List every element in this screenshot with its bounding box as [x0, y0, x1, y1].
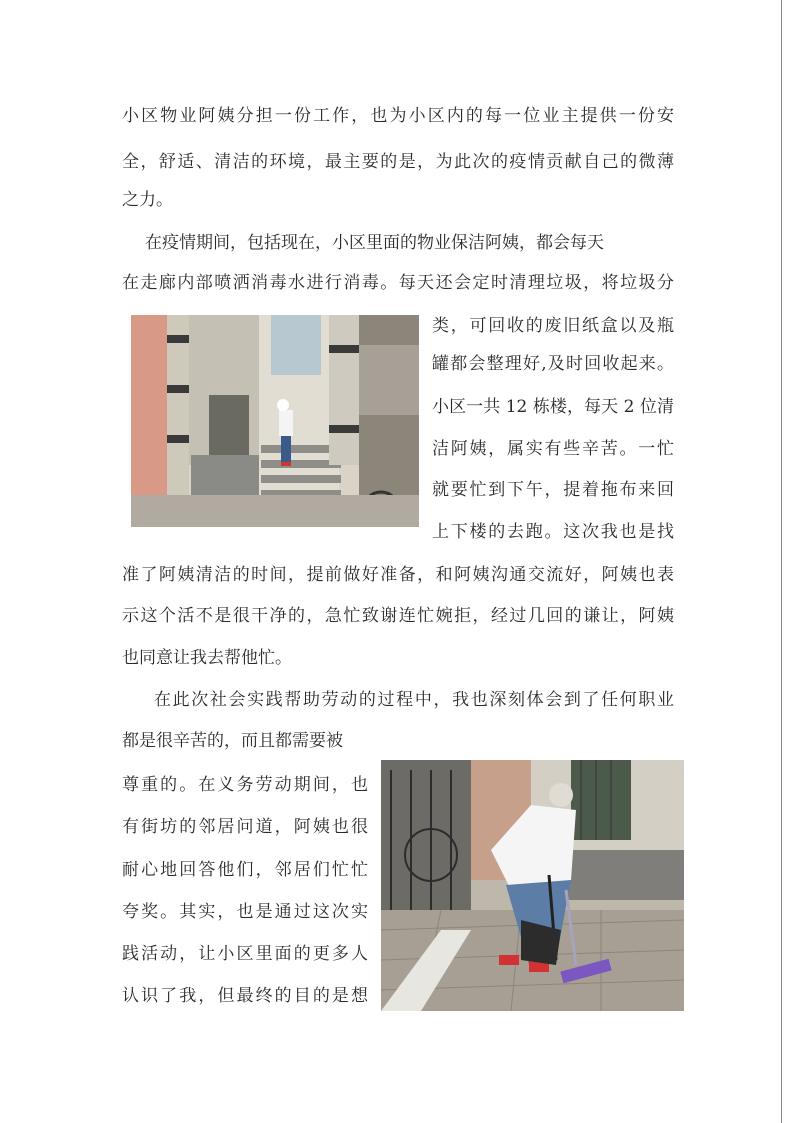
- paragraph-line: 都是很辛苦的，而且都需要被: [122, 731, 343, 751]
- paragraph-line: 小区一共 12 栋楼，每天 2 位清: [432, 397, 674, 417]
- paragraph-line: 类，可回收的废旧纸盒以及瓶: [432, 316, 674, 336]
- paragraph-line: 在疫情期间，包括现在，小区里面的物业保洁阿姨，都会每天: [128, 233, 604, 253]
- paragraph-line: 也同意让我去帮他忙。: [122, 648, 292, 668]
- paragraph-line: 在走廊内部喷洒消毒水进行消毒。每天还会定时清理垃圾，将垃圾分: [122, 273, 674, 293]
- paragraph-line: 就要忙到下午，提着拖布来回: [432, 480, 674, 500]
- paragraph-line: 示这个活不是很干净的，急忙致谢连忙婉拒，经过几回的谦让，阿姨: [122, 606, 674, 626]
- paragraph-line: 洁阿姨，属实有些辛苦。一忙: [432, 439, 674, 459]
- paragraph-line: 有街坊的邻居问道，阿姨也很: [122, 817, 368, 837]
- paragraph-line: 上下楼的去跑。这次我也是找: [432, 522, 674, 542]
- paragraph-line: 夸奖。其实，也是通过这次实: [122, 902, 368, 922]
- stairwell-cleaning-photo: [131, 315, 419, 527]
- paragraph-line: 在此次社会实践帮助劳动的过程中，我也深刻体会到了任何职业: [154, 690, 674, 710]
- paragraph-line: 罐都会整理好,及时回收起来。: [432, 354, 674, 374]
- paragraph-line: 之力。: [122, 190, 173, 210]
- paragraph-line: 全，舒适、清洁的环境，最主要的是，为此次的疫情贡献自己的微薄: [122, 152, 674, 172]
- paragraph-line: 小区物业阿姨分担一份工作，也为小区内的每一位业主提供一份安: [122, 106, 674, 126]
- paragraph-line: 认识了我，但最终的目的是想: [122, 986, 368, 1006]
- page-edge-line: [781, 0, 782, 1123]
- paragraph-line: 践活动，让小区里面的更多人: [122, 944, 368, 964]
- paragraph-line: 准了阿姨清洁的时间，提前做好准备，和阿姨沟通交流好，阿姨也表: [122, 565, 674, 585]
- paragraph-line: 尊重的。在义务劳动期间，也: [122, 775, 368, 795]
- paragraph-line: 耐心地回答他们，邻居们忙忙: [122, 860, 368, 880]
- sweeping-photo: [381, 760, 684, 1011]
